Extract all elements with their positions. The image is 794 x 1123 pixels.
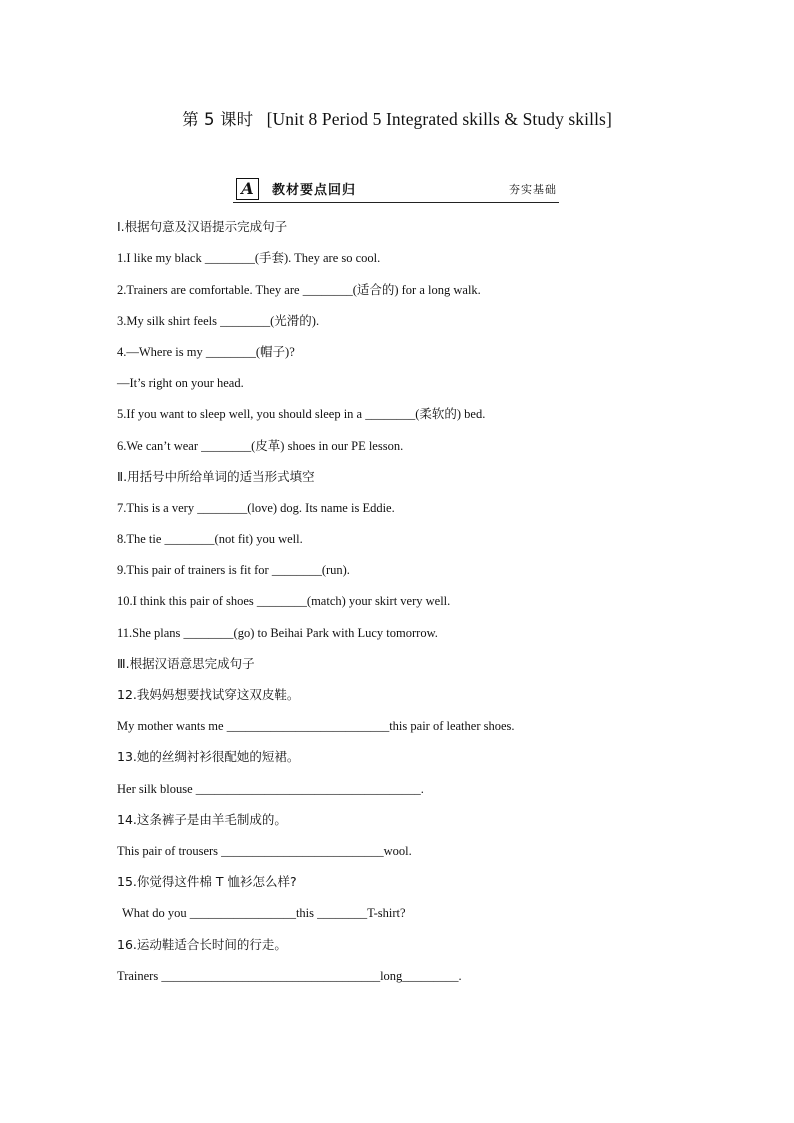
question-line: 6.We can’t wear ________(皮革) shoes in our PE lesson. <box>117 439 404 453</box>
question-prompt: 16.运动鞋适合长时间的行走。 <box>117 937 287 952</box>
lesson-topic: [Unit 8 Period 5 Integrated skills & Study skills] <box>266 109 612 129</box>
question-line: —It’s right on your head. <box>117 376 244 390</box>
question-line: Her silk blouse ____________________________________. <box>117 782 424 796</box>
question-prompt: 15.你觉得这件棉 T 恤衫怎么样? <box>117 874 297 889</box>
question-line: What do you _________________this ________T-shirt? <box>122 906 406 920</box>
page-title <box>0 106 794 130</box>
section-heading: Ⅲ.根据汉语意思完成句子 <box>117 656 255 671</box>
section-heading: Ⅱ.用括号中所给单词的适当形式填空 <box>117 469 315 484</box>
question-line: This pair of trousers __________________________wool. <box>117 844 412 858</box>
question-line: 8.The tie ________(not fit) you well. <box>117 532 303 546</box>
question-line: 5.If you want to sleep well, you should sleep in a ________(柔软的) bed. <box>117 407 486 421</box>
banner-heading: 教材要点回归 <box>272 183 357 198</box>
lesson-number: 第 5 课时 <box>182 110 254 129</box>
question-prompt: 13.她的丝绸衬衫很配她的短裙。 <box>117 749 300 764</box>
question-prompt: 12.我妈妈想要找试穿这双皮鞋。 <box>117 687 300 702</box>
section-heading: Ⅰ.根据句意及汉语提示完成句子 <box>117 219 288 234</box>
question-line: 4.—Where is my ________(帽子)? <box>117 345 295 359</box>
banner-tag: 夯实基础 <box>509 183 557 196</box>
question-line: 1.I like my black ________(手套). They are so cool. <box>117 251 381 265</box>
question-line: 3.My silk shirt feels ________(光滑的). <box>117 314 320 328</box>
question-line: 10.I think this pair of shoes ________(match) your skirt very well. <box>117 594 451 608</box>
question-line: 9.This pair of trainers is fit for ________(run). <box>117 563 350 577</box>
question-prompt: 14.这条裤子是由羊毛制成的。 <box>117 812 287 827</box>
question-line: My mother wants me __________________________this pair of leather shoes. <box>117 719 515 733</box>
section-banner <box>233 176 559 203</box>
question-line: 2.Trainers are comfortable. They are ________(适合的) for a long walk. <box>117 283 481 297</box>
a-badge-icon: A <box>236 178 259 200</box>
question-line: 7.This is a very ________(love) dog. Its name is Eddie. <box>117 501 395 515</box>
question-line: 11.She plans ________(go) to Beihai Park with Lucy tomorrow. <box>117 626 438 640</box>
question-line: Trainers ___________________________________long_________. <box>117 969 462 983</box>
